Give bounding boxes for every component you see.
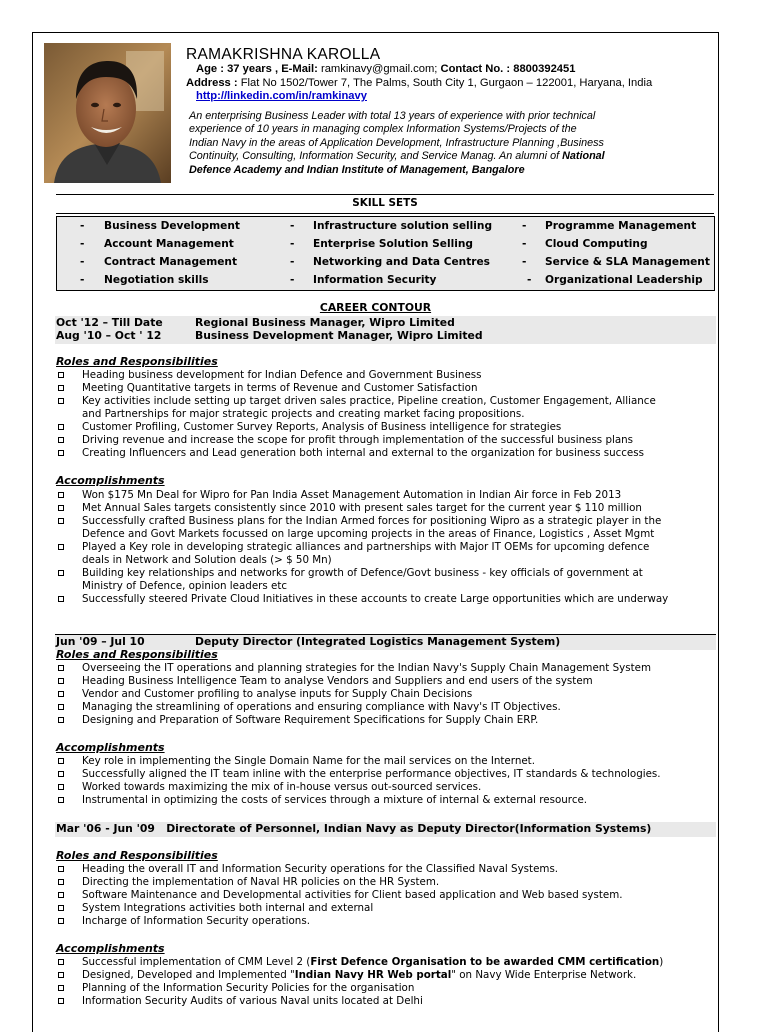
accomplishments-heading: Accomplishments xyxy=(56,741,165,754)
navy1-accomplishments-list xyxy=(56,755,716,807)
list-item: Planning of the Information Security Policies for the organisation xyxy=(56,982,716,995)
list-item: Key role in implementing the Single Domain Name for the mail services on the Internet. xyxy=(56,755,716,768)
list-item: Overseeing the IT operations and planning strategies for the Indian Navy's Supply Chain Management System xyxy=(56,662,716,675)
list-item: Key activities include setting up target driven sales practice, Pipeline creation, Customer Engagement, Alliance xyxy=(56,395,716,408)
list-item: Vendor and Customer profiling to analyse inputs for Supply Chain Decisions xyxy=(56,688,716,701)
wipro-roles-list xyxy=(56,369,716,460)
career-title: CAREER CONTOUR xyxy=(319,301,432,314)
list-item: Successfully crafted Business plans for the Indian Armed forces for positioning Wipro as a strategic player in the xyxy=(56,515,716,528)
skills-row: - Business Development - Infrastructure solution selling - Programme Management xyxy=(80,220,697,232)
list-item: System Integrations activities both internal and external xyxy=(56,902,716,915)
contact-line: Age : 37 years , E-Mail: ramkinavy@gmail.com; Contact No. : 8800392451 xyxy=(196,63,576,75)
header-block xyxy=(186,46,714,177)
list-item: Heading the overall IT and Information Security operations for the Classified Naval Systems. xyxy=(56,863,716,876)
list-item: Driving revenue and increase the scope for profit through implementation of the successful business plans xyxy=(56,434,716,447)
accomplishments-heading: Accomplishments xyxy=(56,942,165,955)
position-line: Mar '06 - Jun '09 Directorate of Personnel, Indian Navy as Deputy Director(Information Systems) xyxy=(56,822,652,835)
list-item: Successfully aligned the IT team inline with the enterprise performance objectives, IT standards & technologies. xyxy=(56,768,716,781)
position-role: Business Development Manager, Wipro Limited xyxy=(195,329,483,342)
skills-row: - Contract Management - Networking and Data Centres - Service & SLA Management xyxy=(80,256,710,268)
position-role: Deputy Director (Integrated Logistics Management System) xyxy=(195,635,561,648)
list-item: Played a Key role in developing strategic alliances and partnerships with Major IT OEMs for upcoming defence xyxy=(56,541,716,554)
list-item: Met Annual Sales targets consistently since 2010 with present sales target for the current year $ 110 million xyxy=(56,502,716,515)
list-item: Designing and Preparation of Software Requirement Specifications for Supply Chain ERP. xyxy=(56,714,716,727)
resume-page xyxy=(32,32,719,1032)
linkedin-link[interactable]: http://linkedin.com/in/ramkinavy xyxy=(196,90,367,102)
list-item-continuation: Defence and Govt Markets focussed on large upcoming projects in the areas of Finance, Logistics , Asset Mgmt xyxy=(82,528,655,540)
position-period: Aug '10 – Oct ' 12 xyxy=(56,329,162,342)
list-item: Designed, Developed and Implemented "Indian Navy HR Web portal" on Navy Wide Enterprise Network. xyxy=(56,969,716,982)
list-item: Directing the implementation of Naval HR policies on the HR System. xyxy=(56,876,716,889)
list-item: Customer Profiling, Customer Survey Reports, Analysis of Business intelligence for strategies xyxy=(56,421,716,434)
list-item-continuation: deals in Network and Solution deals (> $ 50 Mn) xyxy=(82,554,332,566)
navy2-roles-list xyxy=(56,863,716,928)
roles-heading: Roles and Responsibilities xyxy=(56,355,218,368)
candidate-name: RAMAKRISHNA KAROLLA xyxy=(186,46,381,63)
navy2-accomplishments-list xyxy=(56,956,716,1008)
position-period: Jun '09 – Jul 10 xyxy=(56,635,145,648)
list-item: Creating Influencers and Lead generation both internal and external to the organization for business success xyxy=(56,447,716,460)
navy1-roles-list xyxy=(56,662,716,727)
list-item: Successful implementation of CMM Level 2 (First Defence Organisation to be awarded CMM certification) xyxy=(56,956,716,969)
list-item: Meeting Quantitative targets in terms of Revenue and Customer Satisfaction xyxy=(56,382,716,395)
list-item-continuation: and Partnerships for major strategic projects and creating market facing propositions. xyxy=(82,408,525,420)
list-item: Software Maintenance and Developmental activities for Client based application and Web based system. xyxy=(56,889,716,902)
list-item: Successfully steered Private Cloud Initiatives in these accounts to create Large opportunities which are underway xyxy=(56,593,716,606)
roles-heading: Roles and Responsibilities xyxy=(56,849,218,862)
skills-title: SKILL SETS xyxy=(352,197,418,209)
divider xyxy=(56,194,714,195)
skills-table xyxy=(56,216,715,291)
roles-heading: Roles and Responsibilities xyxy=(56,648,218,661)
list-item: Building key relationships and networks for growth of Defence/Govt business - key officials of government at xyxy=(56,567,716,580)
position-period: Oct '12 – Till Date xyxy=(56,316,163,329)
address-line: Address : Flat No 1502/Tower 7, The Palms, South City 1, Gurgaon – 122001, Haryana, India xyxy=(186,76,653,89)
list-item: Incharge of Information Security operations. xyxy=(56,915,716,928)
profile-photo xyxy=(44,43,171,183)
list-item: Instrumental in optimizing the costs of services through a mixture of internal & external resource. xyxy=(56,794,716,807)
position-role: Regional Business Manager, Wipro Limited xyxy=(195,316,455,329)
list-item: Won $175 Mn Deal for Wipro for Pan India Asset Management Automation in Indian Air force in Feb 2013 xyxy=(56,489,716,502)
skills-row: - Account Management - Enterprise Solution Selling - Cloud Computing xyxy=(80,238,648,250)
divider xyxy=(56,213,714,214)
list-item: Heading Business Intelligence Team to analyse Vendors and Suppliers and end users of the system xyxy=(56,675,716,688)
list-item-continuation: Ministry of Defence, opinion leaders etc xyxy=(82,580,288,592)
accomplishments-heading: Accomplishments xyxy=(56,474,165,487)
list-item: Managing the streamlining of operations and ensuring compliance with Navy's IT Objectives. xyxy=(56,701,716,714)
list-item: Worked towards maximizing the mix of in-house versus out-sourced services. xyxy=(56,781,716,794)
profile-summary: An enterprising Business Leader with total 13 years of experience with prior technical experience of 10 years in managing complex Information Systems/Projects of the Indian Navy in the areas of Application Development, Infrastructure Planning ,Business Continuity, Consulting, Information Security, and Service Manag. An alumni of National Defence Academy and Indian Institute of Management, Bangalore xyxy=(189,109,605,176)
list-item: Heading business development for Indian Defence and Government Business xyxy=(56,369,716,382)
skills-row: - Negotiation skills - Information Security - Organizational Leadership xyxy=(80,274,703,286)
wipro-accomplishments-list xyxy=(56,489,716,606)
list-item: Information Security Audits of various Naval units located at Delhi xyxy=(56,995,716,1008)
